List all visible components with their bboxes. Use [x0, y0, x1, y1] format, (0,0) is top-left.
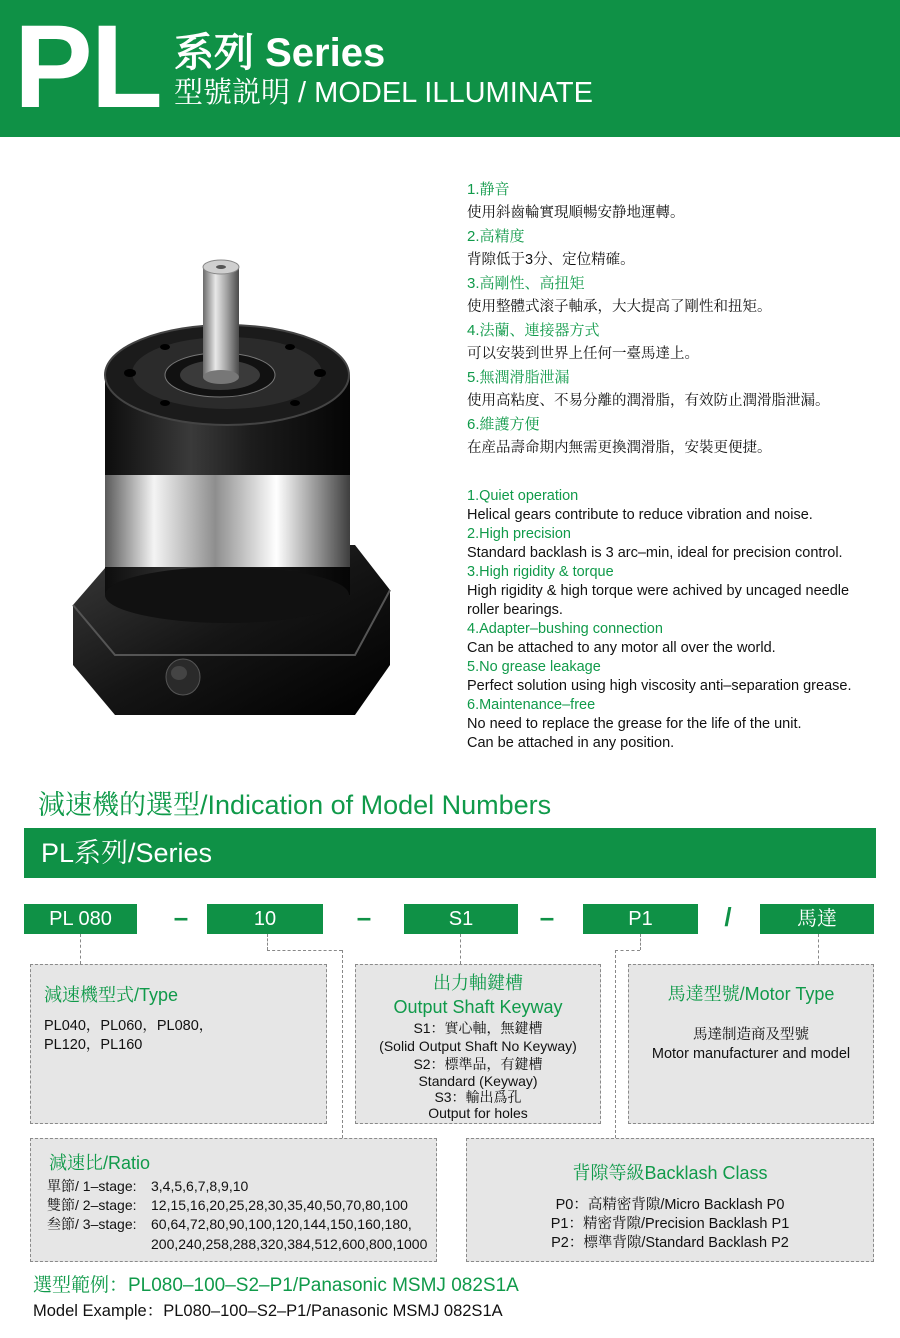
backlash-panel-title: 背隙等級Backlash Class — [572, 1163, 768, 1183]
feature-cn-title: 6.維護方便 — [467, 416, 540, 433]
gearbox-product-image — [55, 245, 400, 725]
type-panel-line: PL040，PL060，PL080， — [44, 1018, 214, 1034]
backlash-panel-line: P2：標準背隙/Standard Backlash P2 — [551, 1235, 789, 1251]
motor-panel-line: 馬達制造商及型號 — [693, 1027, 809, 1043]
ratio-panel — [30, 1138, 437, 1262]
connector-line — [615, 950, 640, 951]
series-bar: PL系列/Series — [24, 828, 876, 878]
feature-en-title: 3.High rigidity & torque — [467, 564, 614, 580]
code-separator: – — [539, 902, 555, 932]
code-box-motor: 馬達 — [760, 904, 874, 934]
ratio-row-values: 200,240,258,288,320,384,512,600,800,1000 — [151, 1236, 428, 1252]
header-title: 系列 Series — [174, 31, 386, 75]
feature-cn-title: 4.法蘭、連接器方式 — [467, 322, 600, 339]
code-separator: / — [724, 902, 732, 932]
feature-en-desc: Can be attached in any position. — [467, 735, 675, 751]
selection-section-title: 減速機的選型/Indication of Model Numbers — [38, 790, 552, 820]
feature-en-title: 2.High precision — [467, 526, 571, 542]
feature-en-title: 5.No grease leakage — [467, 659, 601, 675]
code-box-backlash: P1 — [583, 904, 698, 934]
connector-line — [640, 934, 641, 950]
connector-line — [267, 950, 342, 951]
feature-cn-desc: 背隙低于3分、定位精確。 — [467, 251, 635, 268]
ratio-row-values: 3,4,5,6,7,8,9,10 — [151, 1178, 249, 1194]
motor-panel-title: 馬達型號/Motor Type — [667, 984, 835, 1004]
backlash-panel — [466, 1138, 874, 1262]
code-box-ratio: 10 — [207, 904, 323, 934]
connector-line — [267, 934, 268, 950]
features-chinese — [467, 178, 887, 460]
backlash-panel-line: P1：精密背隙/Precision Backlash P1 — [550, 1216, 790, 1232]
model-example-en: Model Example：PL080–100–S2–P1/Panasonic MSMJ 082S1A — [33, 1302, 503, 1320]
feature-cn-desc: 可以安裝到世界上任何一臺馬達上。 — [467, 345, 699, 362]
feature-en-desc: Standard backlash is 3 arc–min, ideal for precision control. — [467, 545, 843, 561]
feature-cn-desc: 使用整體式滚子軸承，大大提高了剛性和扭矩。 — [467, 298, 772, 315]
feature-cn-title: 2.高精度 — [467, 228, 525, 245]
code-separator: – — [173, 902, 189, 932]
feature-en-desc: Can be attached to any motor all over the world. — [467, 640, 776, 656]
connector-line — [818, 934, 819, 964]
feature-cn-desc: 使用高粘度、不易分離的潤滑脂，有效防止潤滑脂泄漏。 — [467, 392, 830, 409]
ratio-row-label: 單節/ 1–stage: — [47, 1178, 137, 1194]
type-panel-title: 減速機型式/Type — [44, 985, 179, 1005]
connector-line — [460, 934, 461, 964]
header-banner — [0, 0, 900, 137]
type-panel-line: PL120，PL160 — [44, 1037, 143, 1053]
feature-cn-title: 5.無潤滑脂泄漏 — [467, 369, 570, 386]
feature-en-desc: Helical gears contribute to reduce vibration and noise. — [467, 507, 813, 523]
feature-en-desc: No need to replace the grease for the life of the unit. — [467, 716, 802, 732]
header-subtitle: 型號説明 / MODEL ILLUMINATE — [174, 77, 593, 109]
feature-en-desc: Perfect solution using high viscosity anti–separation grease. — [467, 678, 852, 694]
ratio-row-values: 60,64,72,80,90,100,120,144,150,160,180, — [151, 1216, 412, 1232]
model-example-cn: 選型範例：PL080–100–S2–P1/Panasonic MSMJ 082S1A — [33, 1275, 519, 1296]
feature-en-title: 4.Adapter–bushing connection — [467, 621, 663, 637]
shaft-panel-title-en: Output Shaft Keyway — [393, 997, 563, 1017]
code-box-shaft: S1 — [404, 904, 518, 934]
ratio-row-label: 雙節/ 2–stage: — [47, 1197, 137, 1213]
feature-cn-title: 3.高剛性、高扭矩 — [467, 275, 585, 292]
shaft-panel-line: S3：輸出爲孔 — [434, 1089, 522, 1105]
feature-en-desc: High rigidity & high torque were achived by uncaged needle — [467, 583, 850, 599]
connector-line — [80, 934, 81, 964]
motor-panel-line: Motor manufacturer and model — [651, 1046, 851, 1062]
ratio-panel-title: 減速比/Ratio — [49, 1153, 151, 1173]
feature-en-title: 6.Maintenance–free — [467, 697, 596, 713]
feature-en-desc: roller bearings. — [467, 602, 563, 618]
ratio-row-values: 12,15,16,20,25,28,30,35,40,50,70,80,100 — [151, 1197, 408, 1213]
shaft-panel-line: S1：實心軸，無鍵槽 — [413, 1020, 543, 1036]
shaft-panel — [355, 964, 601, 1124]
connector-line — [342, 950, 343, 1138]
motor-panel — [628, 964, 874, 1124]
shaft-panel-line: Output for holes — [428, 1105, 528, 1121]
code-box-model: PL 080 — [24, 904, 137, 934]
feature-cn-desc: 在産品壽命期内無需更換潤滑脂，安裝更便捷。 — [467, 439, 772, 456]
features-english — [467, 487, 887, 753]
code-separator: – — [356, 902, 372, 932]
series-logo-text: PL — [14, 1, 161, 133]
shaft-panel-line: (Solid Output Shaft No Keyway) — [379, 1038, 577, 1054]
feature-cn-desc: 使用斜齒輪實現順暢安静地運轉。 — [467, 204, 685, 221]
shaft-panel-line: Standard (Keyway) — [418, 1073, 538, 1089]
type-panel — [30, 964, 327, 1124]
ratio-row-label: 叁節/ 3–stage: — [47, 1216, 137, 1232]
connector-line — [615, 950, 616, 1138]
shaft-panel-title-cn: 出力軸鍵槽 — [433, 973, 523, 993]
feature-en-title: 1.Quiet operation — [467, 488, 579, 504]
backlash-panel-line: P0：高精密背隙/Micro Backlash P0 — [555, 1197, 785, 1213]
feature-cn-title: 1.静音 — [467, 181, 510, 198]
shaft-panel-line: S2：標準品，有鍵槽 — [413, 1056, 543, 1072]
